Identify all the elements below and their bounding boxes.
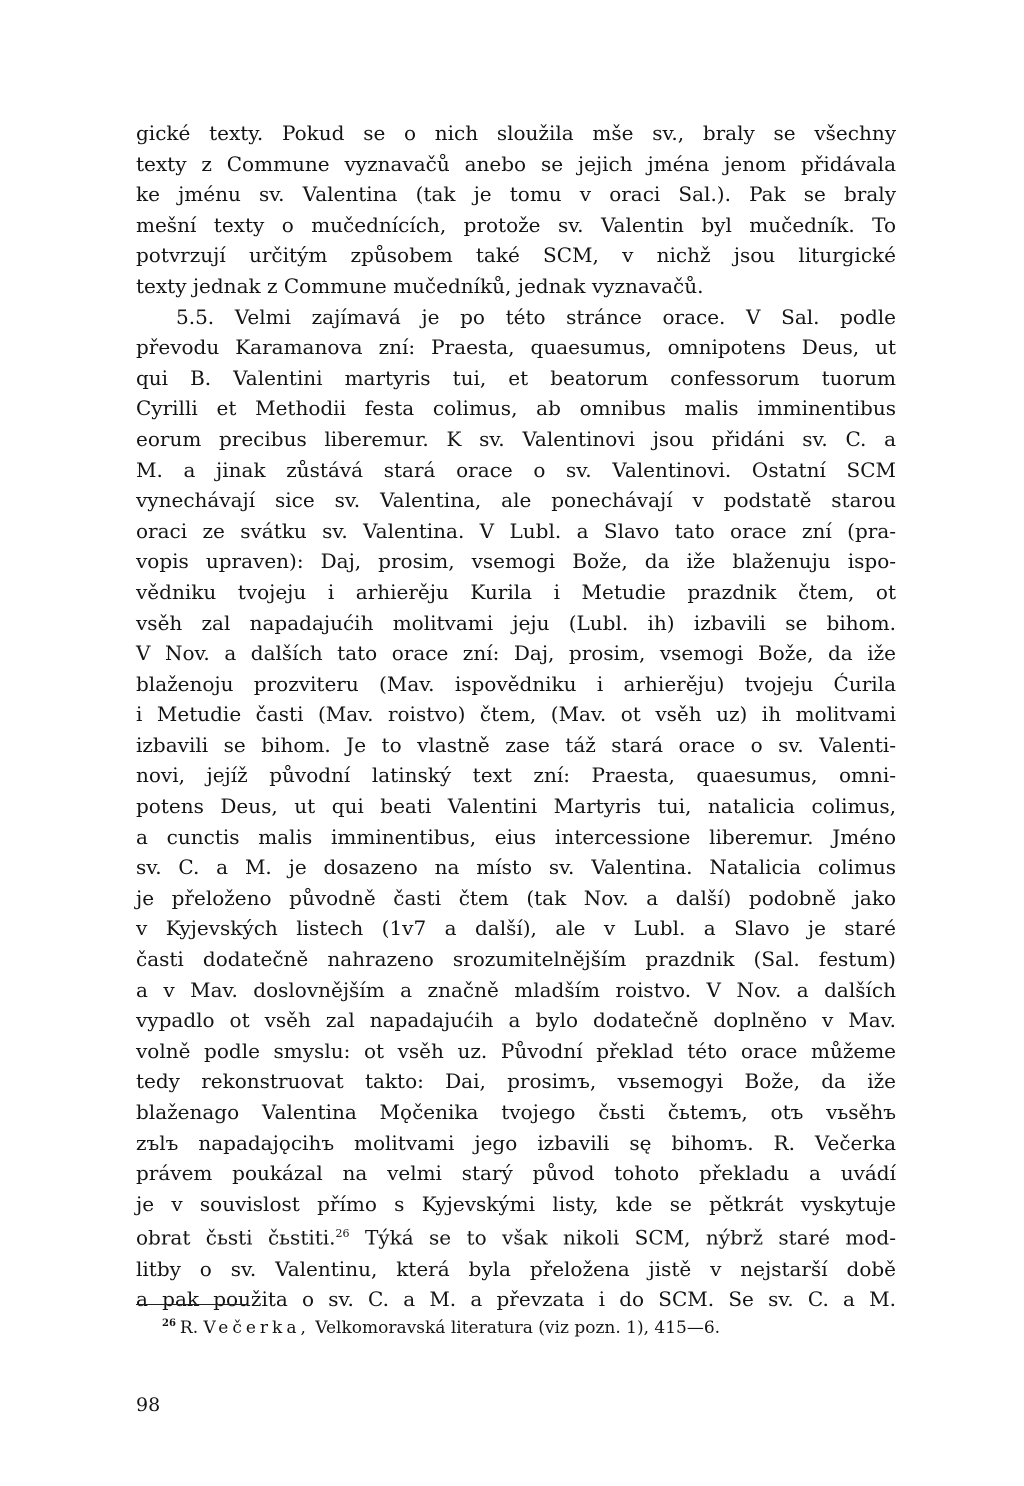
text-line: blaženoju prozviteru (Mav. ispovědniku i arhierěju) tvojeju Ćurila: [136, 671, 896, 696]
text-line: potvrzují určitým způsobem také SCM, v nichž jsou liturgické: [136, 243, 896, 268]
text-line: zъlъ napadajǫcihъ molitvami jego izbavili sę bihomъ. R. Večerka: [136, 1130, 896, 1155]
text-line: eorum precibus liberemur. K sv. Valentinovi jsou přidáni sv. C. a: [136, 426, 896, 451]
text-line: v Kyjevských listech (1v7 a další), ale v Lubl. a Slavo je staré: [136, 916, 896, 941]
text-line: mešní texty o mučednících, protože sv. Valentin byl mučedník. To: [136, 212, 896, 237]
text-line: a pak použita o sv. C. a M. a převzata i do SCM. Se sv. C. a M.: [136, 1287, 896, 1312]
text-line: i Metudie časti (Mav. roistvo) čtem, (Mav. ot vsěh uz) ih molitvami: [136, 702, 896, 727]
text-line: právem poukázal na velmi starý původ tohoto překladu a uvádí: [136, 1161, 896, 1186]
text-line: M. a jinak zůstává stará orace o sv. Valentinovi. Ostatní SCM: [136, 457, 896, 482]
text-line: blaženago Valentina Mǫčenika tvojego čьsti čьtemъ, otъ vьsěhъ: [136, 1100, 896, 1124]
footnote-text: Velkomoravská literatura (viz pozn. 1), 415—6.: [309, 1318, 721, 1338]
footnote-author: Večerka,: [203, 1318, 310, 1338]
text-line: Cyrilli et Methodii festa colimus, ab omnibus malis imminentibus: [136, 396, 896, 421]
text-line: izbavili se bihom. Je to vlastně zase táž stará orace o sv. Valenti-: [136, 732, 896, 757]
footnote-author-initial: R.: [179, 1318, 199, 1338]
footnote-ref: 26: [335, 1227, 350, 1241]
text-fragment: obrat čьsti čьstiti.: [136, 1226, 336, 1251]
text-line: vědniku tvojeju i arhierěju Kurila i Metudie prazdnik čtem, ot: [136, 579, 896, 604]
text-line-with-footnote-ref: [136, 1219, 896, 1253]
text-line: vypadlo ot vsěh zal napadajućih a bylo dodatečně doplněno v Mav.: [136, 1008, 896, 1033]
text-line: převodu Karamanova zní: Praesta, quaesumus, omnipotens Deus, ut: [136, 335, 896, 360]
text-line: litby o sv. Valentinu, která byla přeložena jistě v nejstarší době: [136, 1256, 896, 1281]
text-line: vopis upraven): Daj, prosim, vsemogi Bože, da iže blaženuju ispo-: [136, 549, 896, 574]
text-line: qui B. Valentini martyris tui, et beatorum confessorum tuorum: [136, 365, 896, 390]
text-line: je v souvislost přímo s Kyjevskými listy, kde se pětkrát vyskytuje: [136, 1191, 896, 1216]
text-line: vsěh zal napadajućih molitvami jeju (Lubl. ih) izbavili se bihom.: [136, 610, 896, 635]
text-fragment: Týká se to však nikoli SCM, nýbrž staré mod-: [349, 1226, 896, 1251]
text-line: a v Mav. doslovnějším a značně mladším roistvo. V Nov. a dalších: [136, 977, 896, 1002]
page-number: 98: [136, 1394, 161, 1416]
footnote: [162, 1318, 720, 1338]
text-line: gické texty. Pokud se o nich sloužila mše sv., braly se všechny: [136, 121, 896, 145]
text-line: ke jménu sv. Valentina (tak je tomu v oraci Sal.). Pak se braly: [136, 182, 896, 207]
text-line: sv. C. a M. je dosazeno na místo sv. Valentina. Natalicia colimus: [136, 855, 896, 880]
text-line: texty z Commune vyznavačů anebo se jejich jména jenom přidávala: [136, 151, 896, 176]
body-text: [136, 118, 896, 1315]
text-line: vynechávají sice sv. Valentina, ale ponechávají v podstatě starou: [136, 488, 896, 513]
section-5-5-start: 5.5. Velmi zajímavá je po této stránce orace. V Sal. podle: [176, 304, 896, 329]
text-line: volně podle smyslu: ot vsěh uz. Původní překlad této orace můžeme: [136, 1038, 896, 1063]
text-line: je přeloženo původně časti čtem (tak Nov. a další) podobně jako: [136, 885, 896, 910]
text-line: oraci ze svátku sv. Valentina. V Lubl. a Slavo tato orace zní (pra-: [136, 518, 896, 543]
text-line: tedy rekonstruovat takto: Dai, prosimъ, vьsemogyi Bože, da iže: [136, 1069, 896, 1094]
text-line: a cunctis malis imminentibus, eius intercessione liberemur. Jméno: [136, 824, 896, 849]
text-line: potens Deus, ut qui beati Valentini Martyris tui, natalicia colimus,: [136, 794, 896, 819]
text-line: novi, jejíž původní latinský text zní: Praesta, quaesumus, omni-: [136, 763, 896, 788]
text-line: texty jednak z Commune mučedníků, jednak vyznavačů.: [136, 273, 704, 298]
text-line: V Nov. a dalších tato orace zní: Daj, prosim, vsemogi Bože, da iže: [136, 641, 896, 666]
footnote-mark: 26: [162, 1318, 176, 1330]
footnote-divider: [136, 1304, 248, 1305]
text-line: časti dodatečně nahrazeno srozumitelnějším prazdnik (Sal. festum): [136, 947, 896, 972]
